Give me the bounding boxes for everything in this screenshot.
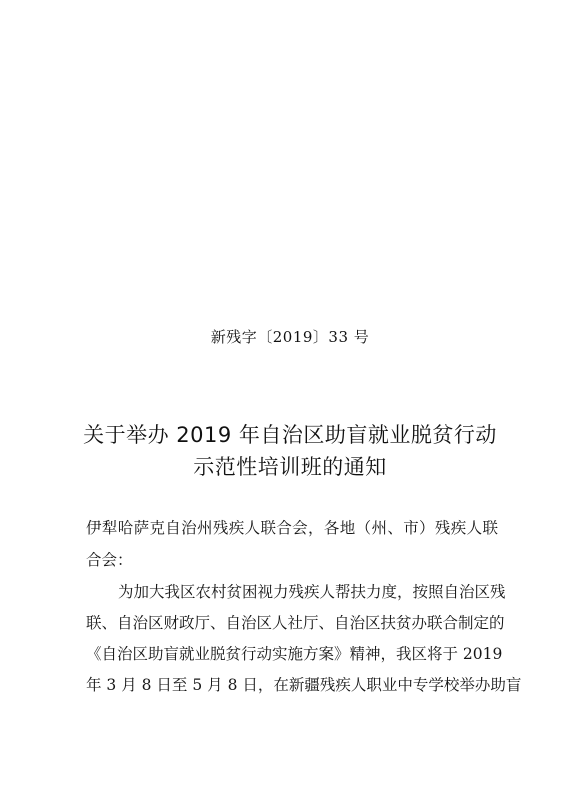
- body-paragraph-line-4: 年 3 月 8 日至 5 月 8 日，在新疆残疾人职业中专学校举办助盲: [86, 676, 522, 694]
- document-title-line-2: 示范性培训班的通知: [193, 455, 387, 479]
- body-paragraph-line-1: 为加大我区农村贫困视力残疾人帮扶力度，按照自治区残: [118, 583, 506, 601]
- document-title-line-1: 关于举办 2019 年自治区助盲就业脱贫行动: [83, 423, 497, 447]
- body-paragraph-line-3: 《自治区助盲就业脱贫行动实施方案》精神，我区将于 2019: [86, 645, 503, 663]
- body-paragraph-line-2: 联、自治区财政厅、自治区人社厅、自治区扶贫办联合制定的: [86, 614, 505, 632]
- addressee-line-2: 合会：: [86, 551, 133, 569]
- addressee-line-1: 伊犁哈萨克自治州残疾人联合会，各地（州、市）残疾人联: [86, 519, 498, 537]
- document-number: 新残字〔2019〕33 号: [210, 328, 370, 346]
